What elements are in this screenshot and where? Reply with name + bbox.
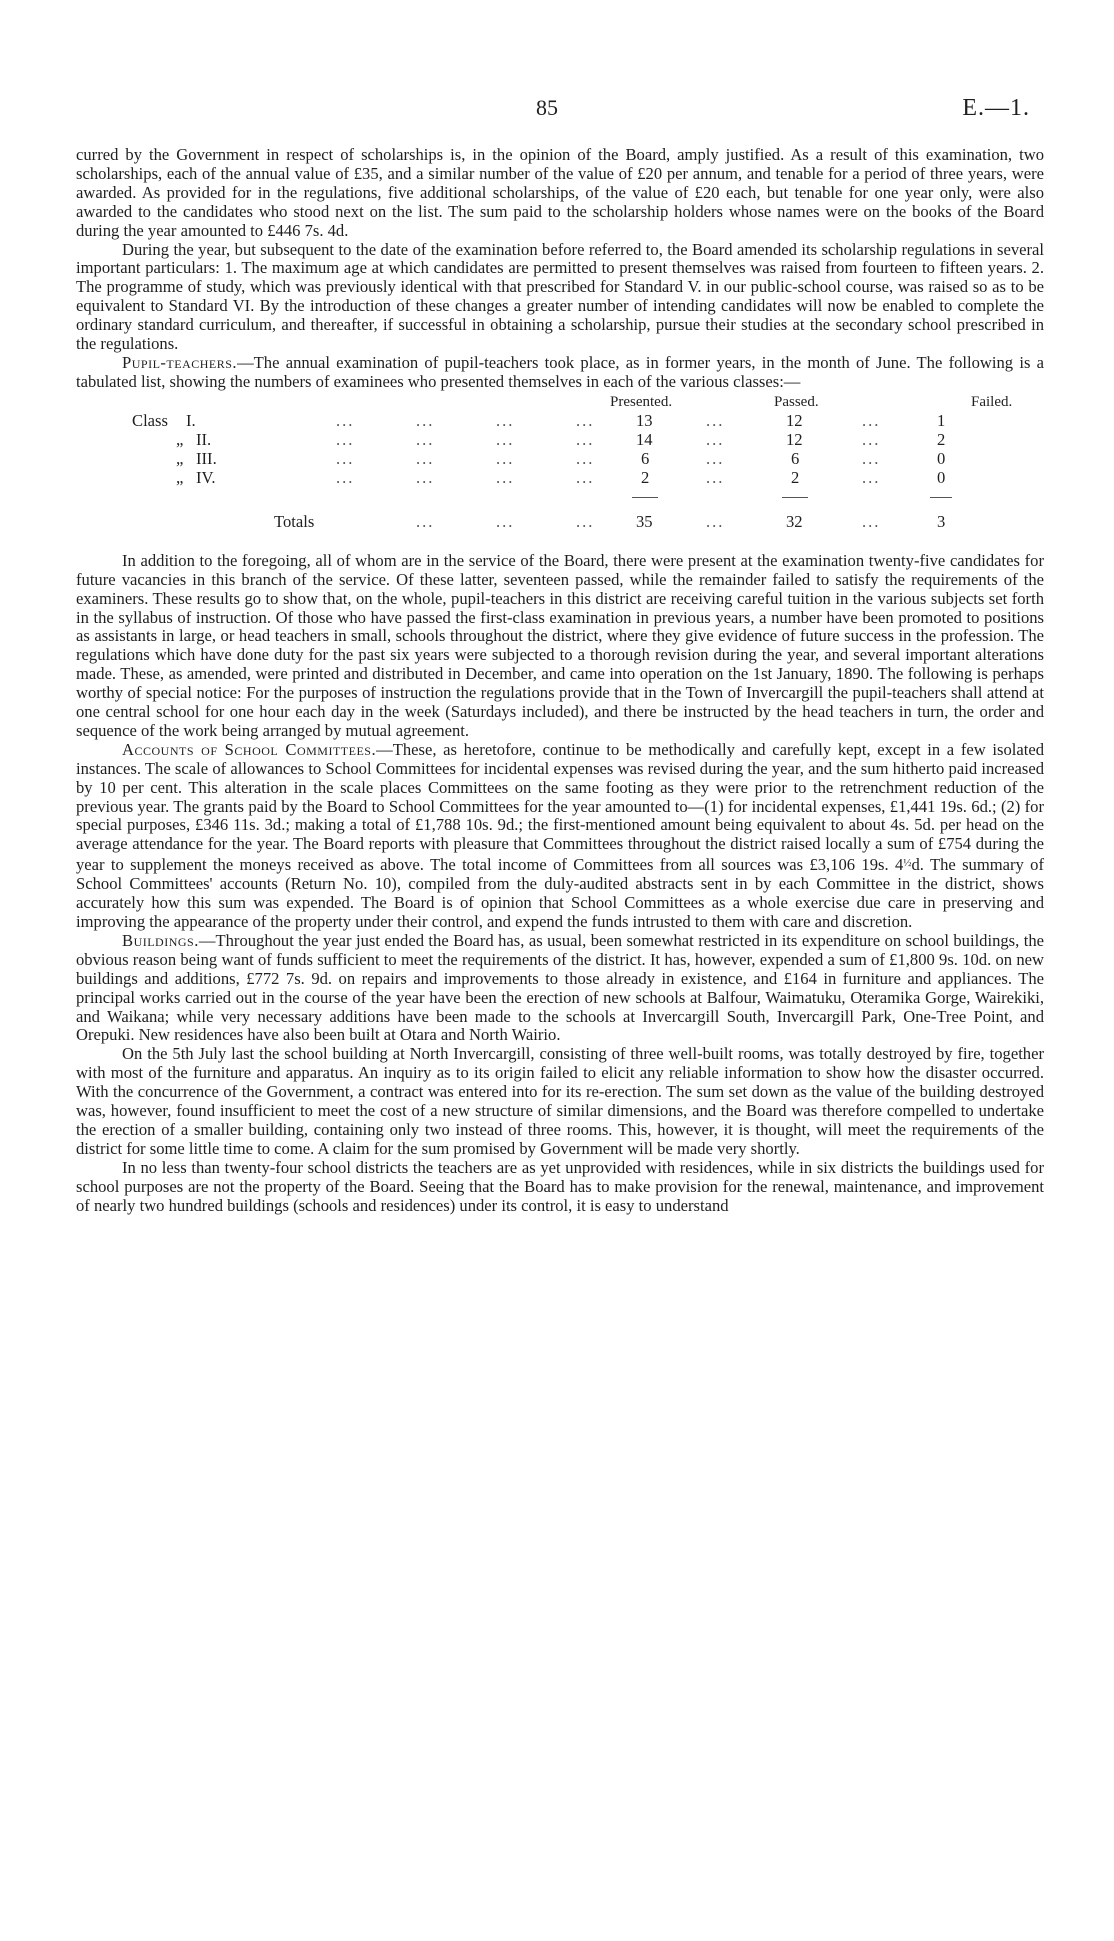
leader-dots: ...: [576, 511, 595, 531]
leader-dots: ...: [496, 410, 515, 430]
section-reference: E.—1.: [962, 95, 1030, 121]
cell-presented: 13: [636, 410, 653, 430]
leader-dots: ...: [336, 429, 355, 449]
row-prefix: „: [176, 467, 184, 487]
buildings-heading: Buildings.: [122, 930, 199, 950]
leader-dots: ...: [706, 429, 725, 449]
page-number: 85: [536, 95, 558, 120]
total-presented: 35: [636, 511, 653, 531]
page-header: [0, 95, 1114, 129]
row-class-label: IV.: [196, 467, 216, 487]
sum-rule: [632, 497, 658, 498]
paragraph-scholarship-regulations: During the year, but subsequent to the date of the examination before referred to, the Board amended its scholarship regulations in several important particulars: 1. The maximum age at which candidates are permitted to present themselves was raised from fourteen to fifteen years. 2. The programme of study, which was previously identical with that prescribed for Standard V. in our public-school course, was raised so as to be equivalent to Standard VI. By the introduction of these changes a greater number of intending candidates will now be enabled to complete the ordinary standard curriculum, and thereafter, if successful in obtaining a scholarship, pursue their studies at the secondary school prescribed in the regulations.: [76, 239, 1044, 354]
cell-presented: 6: [641, 448, 650, 468]
pupil-teachers-heading: Pupil-teachers.: [122, 352, 238, 372]
column-header-failed: Failed.: [971, 393, 1013, 410]
school-committees-text-continued: d. The summary of School Committees' accounts (Return No. 10), compiled from the duly-audited abstracts sent in by each Committee in the district, shows accurately how this sum was expended. The Board is of opinion that School Committees as a whole exercise due care in preserving and improving the appearance of the property under their control, and expend the funds intrusted to them with care and discretion.: [76, 855, 1045, 931]
leader-dots: ...: [496, 448, 515, 468]
leader-dots: ...: [862, 511, 881, 531]
pupil-teacher-exam-table: [76, 392, 1044, 552]
body-text: [76, 146, 1044, 1216]
leader-dots: ...: [496, 467, 515, 487]
row-prefix: „: [176, 429, 184, 449]
paragraph-scholarship-continuation: curred by the Government in respect of scholarships is, in the opinion of the Board, amply justified. As a result of this examination, two scholarships, each of the annual value of £35, and a similar number of the value of £20 per annum, and tenable for a period of three years, were awarded. As provided for in the regulations, five additional scholarships, of the value of £20 each, but tenable for one year only, were also awarded to the candidates who stood next on the list. The sum paid to the scholarship holders whose names were on the books of the Board during the year amounted to £446 7s. 4d.: [76, 145, 1044, 240]
leader-dots: ...: [416, 511, 435, 531]
school-committees-heading: Accounts of School Committees.: [122, 739, 377, 759]
sum-rule: [782, 497, 808, 498]
row-class-label: I.: [186, 410, 196, 430]
fraction-half: ½: [903, 857, 912, 870]
leader-dots: ...: [862, 410, 881, 430]
leader-dots: ...: [576, 448, 595, 468]
school-committees-text: —These, as heretofore, continue to be methodically and carefully kept, except in a few isolated instances. The scale of allowances to School Committees for incidental expenses was revised during the year, and the sum hitherto paid increased by 10 per cent. This alteration in the scale places Committees on the same footing as they were prior to the retrenchment reduction of the previous year. The grants paid by the Board to School Committees for the year amounted to—(1) for incidental expenses, £1,441 19s. 6d.; (2) for special purposes, £346 11s. 3d.; making a total of £1,788 10s. 9d.; the first-mentioned amount being equivalent to about 4s. 5d. per head on the average attendance for the year. The Board reports with pleasure that Committees throughout the district raised locally a sum of £754 during the year to supplement the moneys received as above. The total income of Committees from all sources was £3,106 19s. 4: [76, 739, 1044, 875]
sum-rule: [930, 497, 952, 498]
buildings-text: —Throughout the year just ended the Board has, as usual, been somewhat restricted in its expenditure on school buildings, the obvious reason being want of funds sufficient to meet the requirements of the district. It has, however, expended a sum of £1,800 9s. 10d. on new buildings and additions, £772 7s. 9d. on repairs and improvements to those already in existence, and £164 in furniture and appliances. The principal works carried out in the course of the year have been the erection of new schools at Balfour, Waimatuku, Oteramika Gorge, Wairekiki, and Waikana; while very necessary additions have been made to the schools at Invercargill South, Invercargill Park, One-Tree Point, and Orepuki. New residences have also been built at Otara and North Wairio.: [76, 930, 1044, 1045]
cell-failed: 0: [937, 467, 946, 487]
leader-dots: ...: [496, 511, 515, 531]
leader-dots: ...: [576, 429, 595, 449]
leader-dots: ...: [862, 448, 881, 468]
leader-dots: ...: [416, 429, 435, 449]
cell-failed: 1: [937, 410, 946, 430]
paragraph-fire-north-invercargill: On the 5th July last the school building at North Invercargill, consisting of three well-built rooms, was totally destroyed by fire, together with most of the furniture and apparatus. An inquiry as to its origin failed to elicit any reliable information to show how the disaster occurred. With the concurrence of the Government, a contract was entered into for its re-erection. The sum set down as the value of the building destroyed was, however, found insufficient to meet the cost of a new structure of similar dimensions, and the Board was therefore compelled to undertake the erection of a smaller building, containing only two instead of three rooms. This, however, it is thought, will meet the requirements of the district for some little time to come. A claim for the sum promised by Government will be made very shortly.: [76, 1044, 1044, 1158]
paragraph-pupil-teachers: [76, 354, 1044, 392]
pupil-teachers-text: —The annual examination of pupil-teachers took place, as in former years, in the month of June. The following is a tabulated list, showing the numbers of examinees who presented themselves in each of the various classes:—: [76, 352, 1044, 391]
paragraph-buildings: [76, 932, 1044, 1045]
row-prefix: „: [176, 448, 184, 468]
row-prefix: Class: [132, 410, 168, 430]
cell-failed: 0: [937, 448, 946, 468]
leader-dots: ...: [416, 467, 435, 487]
leader-dots: ...: [576, 410, 595, 430]
leader-dots: ...: [706, 511, 725, 531]
leader-dots: ...: [336, 410, 355, 430]
leader-dots: ...: [706, 448, 725, 468]
leader-dots: ...: [336, 467, 355, 487]
cell-presented: 14: [636, 429, 653, 449]
cell-presented: 2: [641, 467, 650, 487]
cell-passed: 6: [791, 448, 800, 468]
row-class-label: II.: [196, 429, 212, 449]
paragraph-school-committees: [76, 741, 1044, 932]
leader-dots: ...: [862, 429, 881, 449]
cell-passed: 12: [786, 410, 803, 430]
column-header-passed: Passed.: [774, 393, 819, 410]
total-failed: 3: [937, 511, 946, 531]
cell-passed: 2: [791, 467, 800, 487]
leader-dots: ...: [862, 467, 881, 487]
leader-dots: ...: [706, 410, 725, 430]
row-class-label: III.: [196, 448, 217, 468]
leader-dots: ...: [496, 429, 515, 449]
leader-dots: ...: [576, 467, 595, 487]
column-header-presented: Presented.: [610, 393, 673, 410]
total-passed: 32: [786, 511, 803, 531]
leader-dots: ...: [336, 448, 355, 468]
paragraph-pupil-teacher-results: In addition to the foregoing, all of whom are in the service of the Board, there were present at the examination twenty-five candidates for future vacancies in this branch of the service. Of these latter, seventeen passed, while the remainder failed to satisfy the requirements of the examiners. These results go to show that, on the whole, pupil-teachers in this district are receiving careful tuition in the various subjects set forth in the syllabus of instruction. Of those who have passed the first-class examination in previous years, a number have been promoted to positions as assistants in large, or head teachers in small, schools throughout the district, where they give evidence of future success in the profession. The regulations which have done duty for the past six years were subjected to a thorough revision during the year, and several important alterations made. These, as amended, were printed and distributed in December, and came into operation on the 1st January, 1890. The following is perhaps worthy of special notice: For the purposes of instruction the regulations provide that in the Town of Invercargill the pupil-teachers shall attend at one central school for one hour each day in the week (Saturdays included), and there be instructed by the head teachers in turn, the order and sequence of the work being arranged by mutual agreement.: [76, 550, 1044, 740]
cell-passed: 12: [786, 429, 803, 449]
totals-label: Totals: [274, 511, 315, 531]
paragraph-residences: In no less than twenty-four school districts the teachers are as yet unprovided with residences, while in six districts the buildings used for school purposes are not the property of the Board. Seeing that the Board has to make provision for the renewal, maintenance, and improvement of nearly two hundred buildings (schools and residences) under its control, it is easy to understand: [76, 1157, 1044, 1215]
cell-failed: 2: [937, 429, 946, 449]
leader-dots: ...: [706, 467, 725, 487]
leader-dots: ...: [416, 448, 435, 468]
leader-dots: ...: [416, 410, 435, 430]
